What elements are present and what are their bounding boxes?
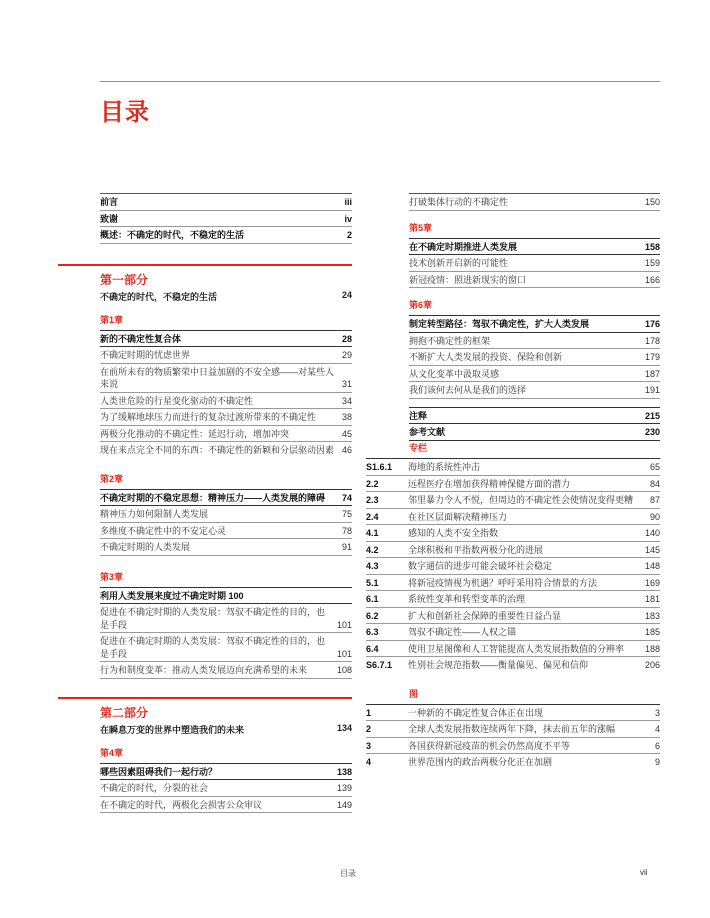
figure-entry[interactable]: 2 全球人类发展指数连续两年下降，抹去前五年的涨幅 4 bbox=[366, 721, 660, 738]
part-subtitle[interactable]: 在瞬息万变的世界中塑造我们的未来 134 bbox=[100, 722, 352, 735]
toc-entry[interactable]: 为了缓解地球压力而进行的复杂过渡所带来的不确定性 38 bbox=[100, 409, 352, 426]
chapter-title[interactable]: 利用人类发展来度过不确定时期 100 bbox=[100, 587, 352, 605]
box-entry[interactable]: 6.4 使用卫星图像和人工智能提高人类发展指数值的分辨率 188 bbox=[366, 641, 660, 658]
box-entry[interactable]: 4.1 感知的人类不安全指数 140 bbox=[366, 525, 660, 542]
figure-entry[interactable]: 1 一种新的不确定性复合体正在出现 3 bbox=[366, 704, 660, 722]
box-entry[interactable]: 2.3 邻里暴力令人不悦，但周边的不确定性会使情况变得更糟 87 bbox=[366, 492, 660, 509]
box-entry[interactable]: 4.2 全球积极和平指数两极分化的进展 145 bbox=[366, 542, 660, 559]
toc-entry[interactable]: 不确定的时代，分裂的社会 139 bbox=[100, 780, 352, 797]
box-entry[interactable]: 6.1 系统性变革和转型变革的治理 181 bbox=[366, 591, 660, 608]
toc-entry-overview[interactable]: 概述：不确定的时代，不稳定的生活 2 bbox=[100, 227, 352, 244]
chapter-label: 第2章 bbox=[100, 473, 124, 484]
toc-entry[interactable]: 从文化变革中汲取灵感 187 bbox=[409, 366, 660, 383]
toc-entry[interactable]: 促进在不确定时期的人类发展：驾驭不确定性的目的，也是手段 101 bbox=[100, 633, 352, 662]
chapter-title[interactable]: 哪些因素阻碍我们一起行动？ 138 bbox=[100, 763, 352, 781]
figures-heading: 图 bbox=[409, 688, 419, 699]
toc-entry[interactable]: 不确定时期的人类发展 91 bbox=[100, 539, 352, 556]
part-subtitle[interactable]: 不确定的时代，不稳定的生活 24 bbox=[100, 289, 352, 302]
boxes-and-figures bbox=[366, 433, 660, 770]
chapter-label: 第6章 bbox=[409, 300, 433, 310]
footer-page-number: vii bbox=[640, 868, 648, 877]
chapter-label: 第5章 bbox=[409, 222, 433, 233]
chapter-label: 第1章 bbox=[100, 314, 124, 325]
toc-entry[interactable]: 精神压力如何限制人类发展 75 bbox=[100, 506, 352, 523]
box-entry[interactable]: 2.4 在社区层面解决精神压力 90 bbox=[366, 509, 660, 526]
top-rule bbox=[100, 81, 660, 82]
toc-entry[interactable]: 行为和制度变革：推动人类发展迈向充满希望的未来 108 bbox=[100, 662, 352, 679]
box-entry[interactable]: 5.1 将新冠疫情视为机遇？呼吁采用符合情景的方法 169 bbox=[366, 575, 660, 592]
toc-entry-preface[interactable]: 前言 iii bbox=[100, 193, 352, 211]
toc-entry[interactable]: 技术创新开启新的可能性 159 bbox=[409, 255, 660, 272]
toc-entry[interactable]: 在不确定的时代，两极化会损害公众审议 149 bbox=[100, 797, 352, 814]
toc-entry[interactable]: 促进在不确定时期的人类发展：驾驭不确定性的目的，也是手段 101 bbox=[100, 604, 352, 633]
toc-entry[interactable]: 多维度不确定性中的不安定心灵 78 bbox=[100, 523, 352, 540]
chapter-title[interactable]: 制定转型路径：驾驭不确定性，扩大人类发展 176 bbox=[409, 315, 660, 333]
toc-entry[interactable]: 在前所未有的物质繁荣中日益加剧的不安全感——对某些人来说 31 bbox=[100, 364, 352, 393]
box-entry[interactable]: 6.2 扩大和创新社会保障的重要性日益凸显 183 bbox=[366, 608, 660, 625]
toc-entry[interactable]: 不断扩大人类发展的投资、保险和创新 179 bbox=[409, 349, 660, 366]
chapter-label: 第4章 bbox=[100, 747, 124, 758]
chapter-title[interactable]: 不确定时期的不稳定思想：精神压力——人类发展的障碍 74 bbox=[100, 489, 352, 507]
box-entry[interactable]: 2.2 远程医疗在增加获得精神保健方面的潜力 84 bbox=[366, 476, 660, 493]
toc-entry[interactable]: 人类世危险的行星变化驱动的不确定性 34 bbox=[100, 393, 352, 410]
toc-entry[interactable]: 拥抱不确定性的框架 178 bbox=[409, 333, 660, 350]
part-divider bbox=[58, 264, 352, 266]
part-divider bbox=[58, 697, 352, 699]
box-entry[interactable]: S6.7.1 性别社会规范指数——衡量偏见、偏见和信仰 206 bbox=[366, 660, 660, 670]
boxes-heading: 专栏 bbox=[409, 443, 428, 453]
toc-entry-references[interactable]: 参考文献 230 bbox=[409, 424, 660, 441]
box-entry[interactable]: 6.3 驾驭不确定性——人权之锚 185 bbox=[366, 624, 660, 641]
part-label: 第一部分 bbox=[100, 272, 149, 287]
toc-entry[interactable]: 不确定时期的忧虑世界 29 bbox=[100, 347, 352, 364]
part-label: 第二部分 bbox=[100, 705, 149, 720]
chapter-label: 第3章 bbox=[100, 571, 124, 582]
page-title: 目录 bbox=[100, 99, 150, 126]
footer-label: 目录 bbox=[340, 869, 356, 878]
toc-right-column bbox=[409, 193, 660, 441]
figure-entry[interactable]: 4 世界范围内的政治两极分化正在加剧 9 bbox=[366, 757, 660, 767]
toc-entry-notes[interactable]: 注释 215 bbox=[409, 407, 660, 425]
toc-entry[interactable]: 打破集体行动的不确定性 150 bbox=[409, 193, 660, 211]
figure-entry[interactable]: 3 各国获得新冠疫苗的机会仍然高度不平等 6 bbox=[366, 738, 660, 755]
box-entry[interactable]: S1.6.1 海地的系统性冲击 65 bbox=[366, 458, 660, 476]
box-entry[interactable]: 4.3 数字通信的进步可能会破坏社会稳定 148 bbox=[366, 558, 660, 575]
toc-entry[interactable]: 新冠疫情：照进新现实的窗口 166 bbox=[409, 272, 660, 289]
toc-entry[interactable]: 两极分化推动的不确定性：延迟行动，增加冲突 45 bbox=[100, 426, 352, 443]
toc-entry[interactable]: 我们该何去何从是我们的选择 191 bbox=[409, 382, 660, 399]
toc-entry-acknowledgements[interactable]: 致谢 iv bbox=[100, 211, 352, 228]
toc-left-column bbox=[100, 193, 352, 813]
chapter-title[interactable]: 在不确定时期推进人类发展 158 bbox=[409, 238, 660, 256]
chapter-title[interactable]: 新的不确定性复合体 28 bbox=[100, 330, 352, 348]
toc-entry[interactable]: 现在来点完全不同的东西：不确定性的新颖和分层驱动因素 46 bbox=[100, 445, 352, 455]
